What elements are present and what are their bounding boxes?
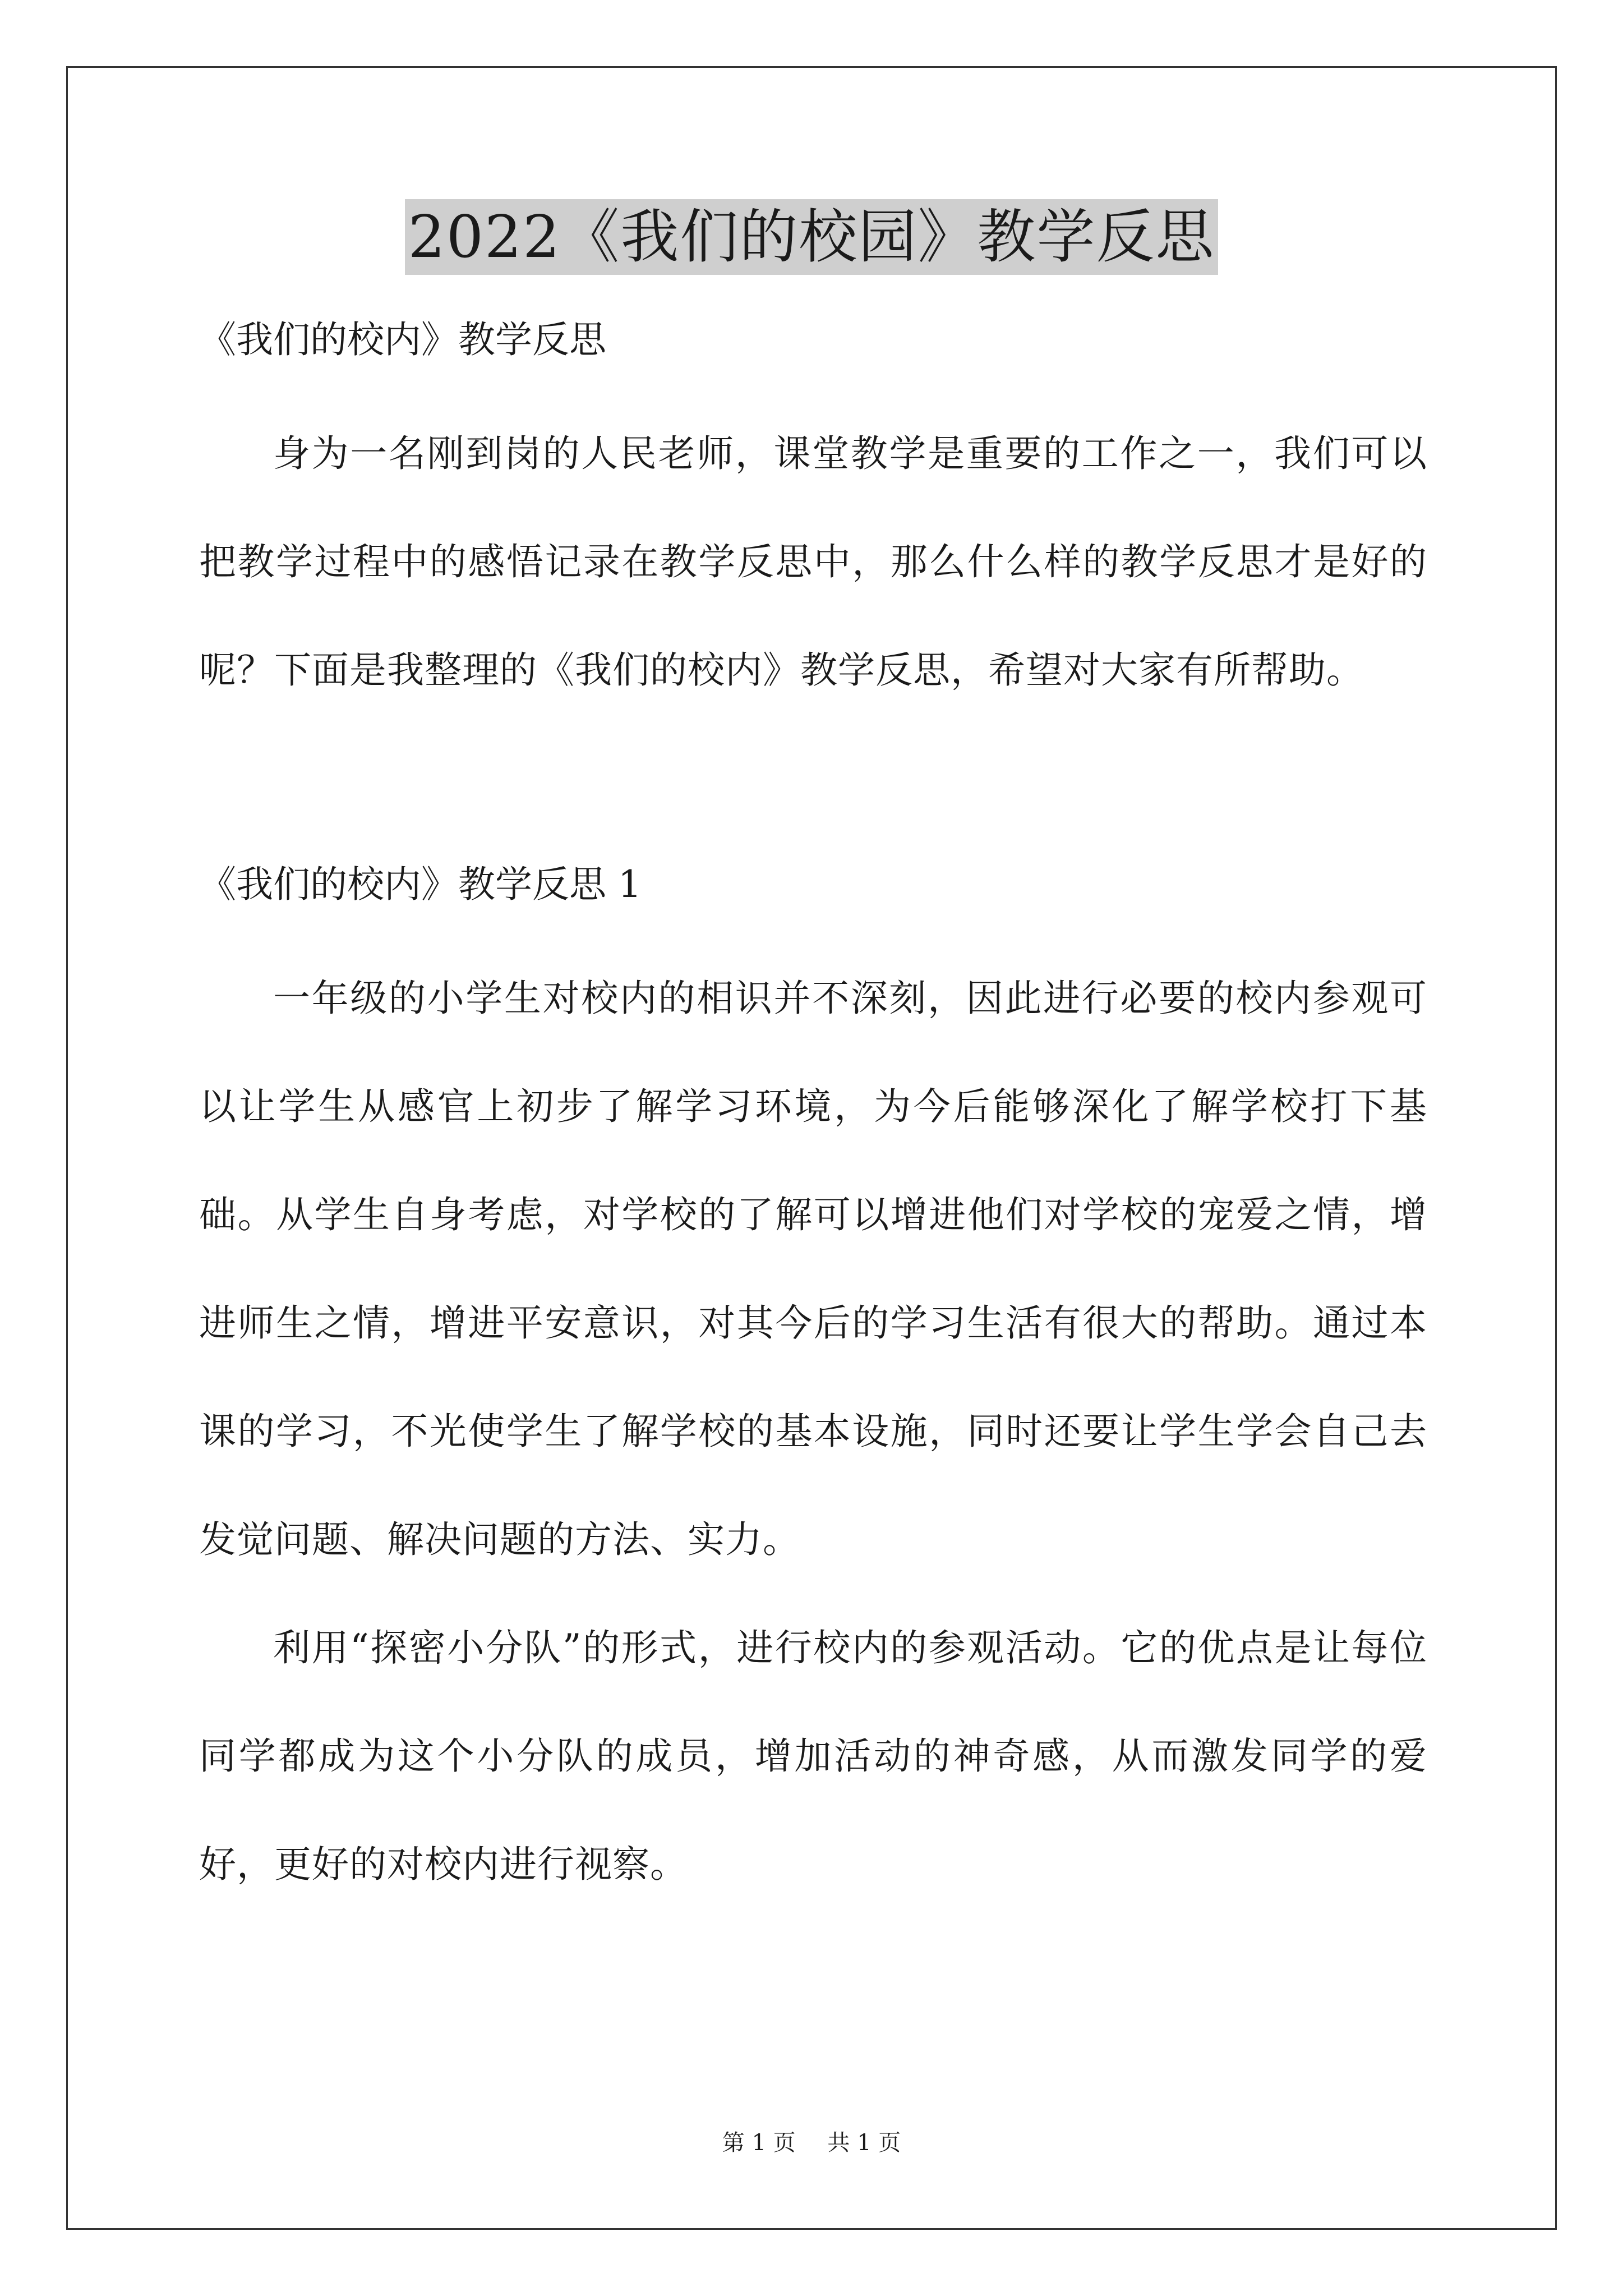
intro-paragraph: 身为一名刚到岗的人民老师，课堂教学是重要的工作之一，我们可以把教学过程中的感悟记录在教学反思中，那么什么样的教学反思才是好的呢？下面是我整理的《我们的校内》教学反思，希望对大家有所帮助。 xyxy=(199,432,1427,692)
page-number-current: 第 1 页 xyxy=(722,2130,796,2156)
page-number-total: 共 1 页 xyxy=(827,2130,901,2156)
document-body xyxy=(199,314,1427,1918)
page-footer xyxy=(0,2126,1623,2160)
title-container xyxy=(0,199,1623,275)
section-1-heading: 《我们的校内》教学反思 1 xyxy=(199,863,642,906)
document-title: 2022《我们的校园》教学反思 xyxy=(405,199,1219,275)
section-1-paragraph-2: 利用“探密小分队”的形式，进行校内的参观活动。它的优点是让每位同学都成为这个小分队的成员，增加活动的神奇感，从而激发同学的爱好，更好的对校内进行视察。 xyxy=(199,1626,1427,1886)
section-1-paragraph-1: 一年级的小学生对校内的相识并不深刻，因此进行必要的校内参观可以让学生从感官上初步了解学习环境，为今后能够深化了解学校打下基础。从学生自身考虑，对学校的了解可以增进他们对学校的宠爱之情，增进师生之情，增进平安意识，对其今后的学习生活有很大的帮助。通过本课的学习，不光使学生了解学校的基本设施，同时还要让学生学会自己去发觉问题、解决问题的方法、实力。 xyxy=(199,977,1427,1561)
intro-heading: 《我们的校内》教学反思 xyxy=(199,318,606,361)
